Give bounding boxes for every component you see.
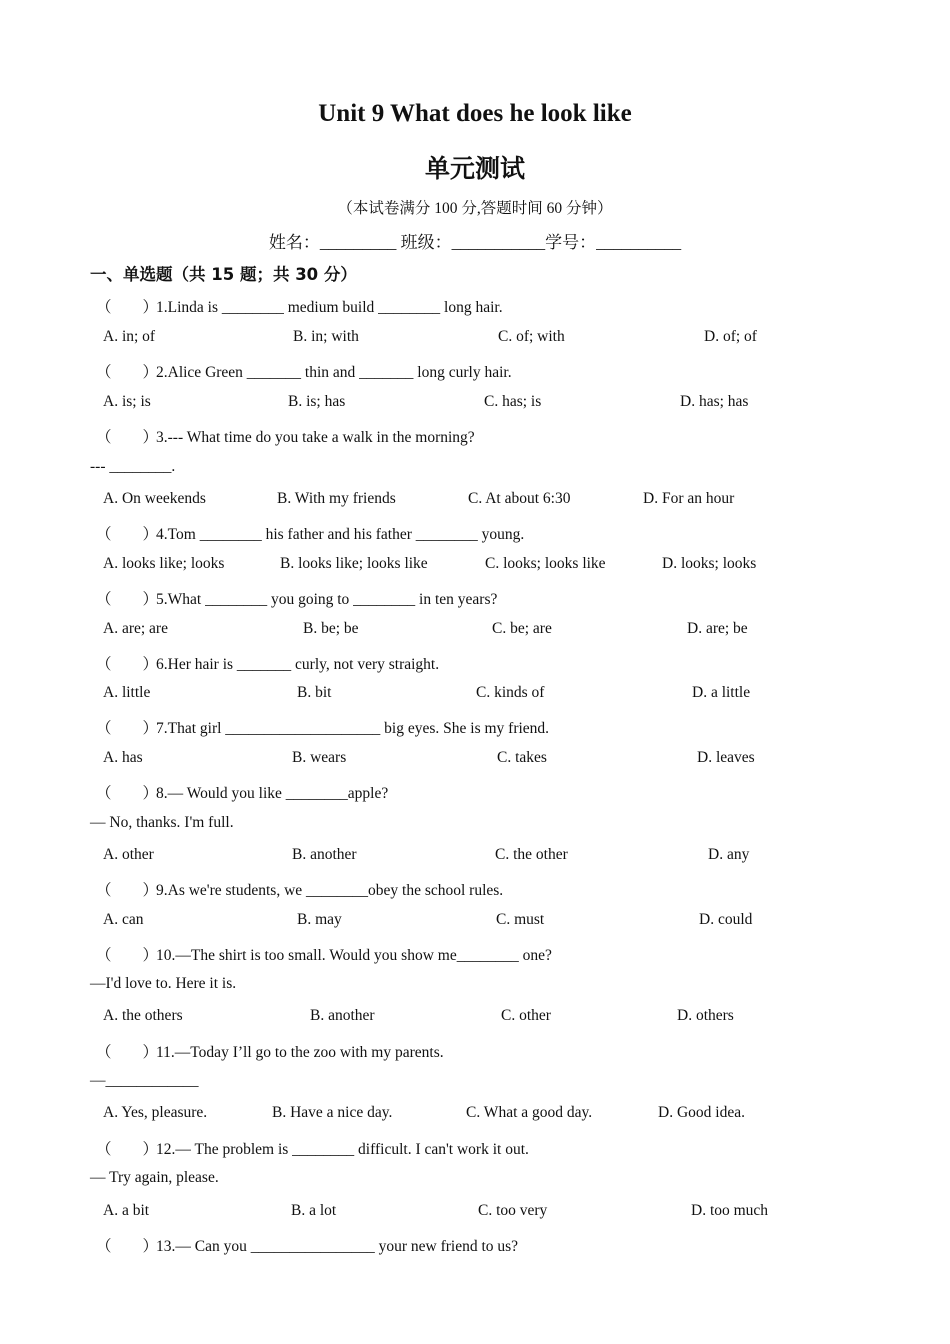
answer-bracket: （ ） — [96, 656, 159, 673]
question-7 — [96, 716, 549, 738]
option-d: D. a little — [692, 684, 751, 701]
question-continuation: —I'd love to. Here it is. — [90, 975, 237, 992]
option-a: A. a bit — [103, 1202, 150, 1219]
question-stem: 13.— Can you ________________ your new friend to us? — [156, 1238, 519, 1255]
option-c: C. At about 6:30 — [468, 490, 571, 507]
question-stem: 1.Linda is ________ medium build ________ long hair. — [156, 299, 503, 316]
question-stem: 3.--- What time do you take a walk in the morning? — [156, 429, 475, 446]
answer-bracket: （ ） — [96, 947, 159, 964]
option-c: C. What a good day. — [466, 1104, 593, 1121]
student-info: 姓名：_________ 班级：___________学号：__________ — [268, 233, 682, 252]
option-a: A. the others — [103, 1007, 183, 1024]
question-continuation: —____________ — [90, 1072, 199, 1089]
option-a: A. Yes, pleasure. — [103, 1104, 208, 1121]
option-b: B. Have a nice day. — [272, 1104, 393, 1121]
question-4 — [96, 522, 524, 544]
option-c: C. the other — [495, 846, 568, 863]
option-a: A. can — [103, 911, 144, 928]
question-stem: 10.—The shirt is too small. Would you show me________ one? — [156, 947, 552, 964]
question-stem: 2.Alice Green _______ thin and _______ long curly hair. — [156, 364, 512, 381]
answer-bracket: （ ） — [96, 526, 159, 543]
option-b: B. another — [310, 1007, 375, 1024]
question-2 — [96, 360, 512, 382]
option-b: B. looks like; looks like — [280, 555, 428, 572]
option-d: D. Good idea. — [658, 1104, 745, 1121]
option-b: B. be; be — [303, 620, 359, 637]
answer-bracket: （ ） — [96, 785, 159, 802]
option-c: C. has; is — [484, 393, 542, 410]
option-a: A. little — [103, 684, 151, 701]
question-continuation: — Try again, please. — [90, 1169, 219, 1186]
question-stem: 9.As we're students, we ________obey the school rules. — [156, 882, 504, 899]
option-c: C. other — [501, 1007, 551, 1024]
option-a: A. in; of — [103, 328, 156, 345]
question-stem: 5.What ________ you going to ________ in ten years? — [156, 591, 498, 608]
option-c: C. of; with — [498, 328, 565, 345]
option-b: B. another — [292, 846, 357, 863]
option-a: A. has — [103, 749, 143, 766]
question-stem: 12.— The problem is ________ difficult. I can't work it out. — [156, 1141, 529, 1158]
answer-bracket: （ ） — [96, 720, 159, 737]
answer-bracket: （ ） — [96, 1238, 159, 1255]
question-continuation: — No, thanks. I'm full. — [90, 814, 234, 831]
answer-bracket: （ ） — [96, 1141, 159, 1158]
option-a: A. other — [103, 846, 154, 863]
option-d: D. For an hour — [643, 490, 735, 507]
question-stem: 8.— Would you like ________apple? — [156, 785, 389, 802]
exam-note: （本试卷满分 100 分,答题时间 60 分钟） — [337, 200, 613, 217]
question-8 — [96, 781, 388, 803]
question-stem: 4.Tom ________ his father and his father ________ young. — [156, 526, 525, 543]
option-d: D. others — [677, 1007, 734, 1024]
option-d: D. leaves — [697, 749, 755, 766]
exam-title: Unit 9 What does he look like — [318, 100, 632, 127]
question-5 — [96, 587, 497, 609]
option-c: C. looks; looks like — [485, 555, 606, 572]
option-d: D. any — [708, 846, 750, 863]
option-b: B. is; has — [288, 393, 346, 410]
option-c: C. be; are — [492, 620, 552, 637]
option-b: B. may — [297, 911, 342, 928]
option-b: B. bit — [297, 684, 332, 701]
option-d: D. looks; looks — [662, 555, 757, 572]
answer-bracket: （ ） — [96, 882, 159, 899]
question-12 — [96, 1137, 529, 1159]
question-13 — [96, 1234, 518, 1256]
option-b: B. a lot — [291, 1202, 337, 1219]
question-11 — [96, 1040, 444, 1062]
option-c: C. must — [496, 911, 545, 928]
option-c: C. too very — [478, 1202, 548, 1219]
option-a: A. looks like; looks — [103, 555, 225, 572]
question-stem: 11.—Today I’ll go to the zoo with my parents. — [156, 1044, 444, 1061]
option-a: A. On weekends — [103, 490, 206, 507]
option-b: B. wears — [292, 749, 347, 766]
option-d: D. of; of — [704, 328, 757, 345]
option-b: B. in; with — [293, 328, 359, 345]
question-1 — [96, 295, 503, 317]
answer-bracket: （ ） — [96, 1044, 159, 1061]
option-d: D. too much — [691, 1202, 769, 1219]
option-d: D. has; has — [680, 393, 749, 410]
option-b: B. With my friends — [277, 490, 396, 507]
answer-bracket: （ ） — [96, 364, 159, 381]
question-10 — [96, 943, 552, 965]
exam-subtitle: 单元测试 — [424, 154, 525, 183]
question-3 — [96, 425, 475, 447]
question-9 — [96, 878, 503, 900]
option-c: C. takes — [497, 749, 547, 766]
question-continuation: --- ________. — [90, 458, 176, 475]
answer-bracket: （ ） — [96, 591, 159, 608]
option-c: C. kinds of — [476, 684, 545, 701]
option-d: D. could — [699, 911, 753, 928]
option-d: D. are; be — [687, 620, 748, 637]
question-stem: 7.That girl ____________________ big eyes. She is my friend. — [156, 720, 550, 737]
question-6 — [96, 652, 439, 674]
section-title: 一、单选题（共 15 题；共 30 分） — [90, 265, 357, 284]
option-a: A. is; is — [103, 393, 151, 410]
answer-bracket: （ ） — [96, 429, 159, 446]
question-stem: 6.Her hair is _______ curly, not very straight. — [156, 656, 440, 673]
option-a: A. are; are — [103, 620, 168, 637]
answer-bracket: （ ） — [96, 299, 159, 316]
